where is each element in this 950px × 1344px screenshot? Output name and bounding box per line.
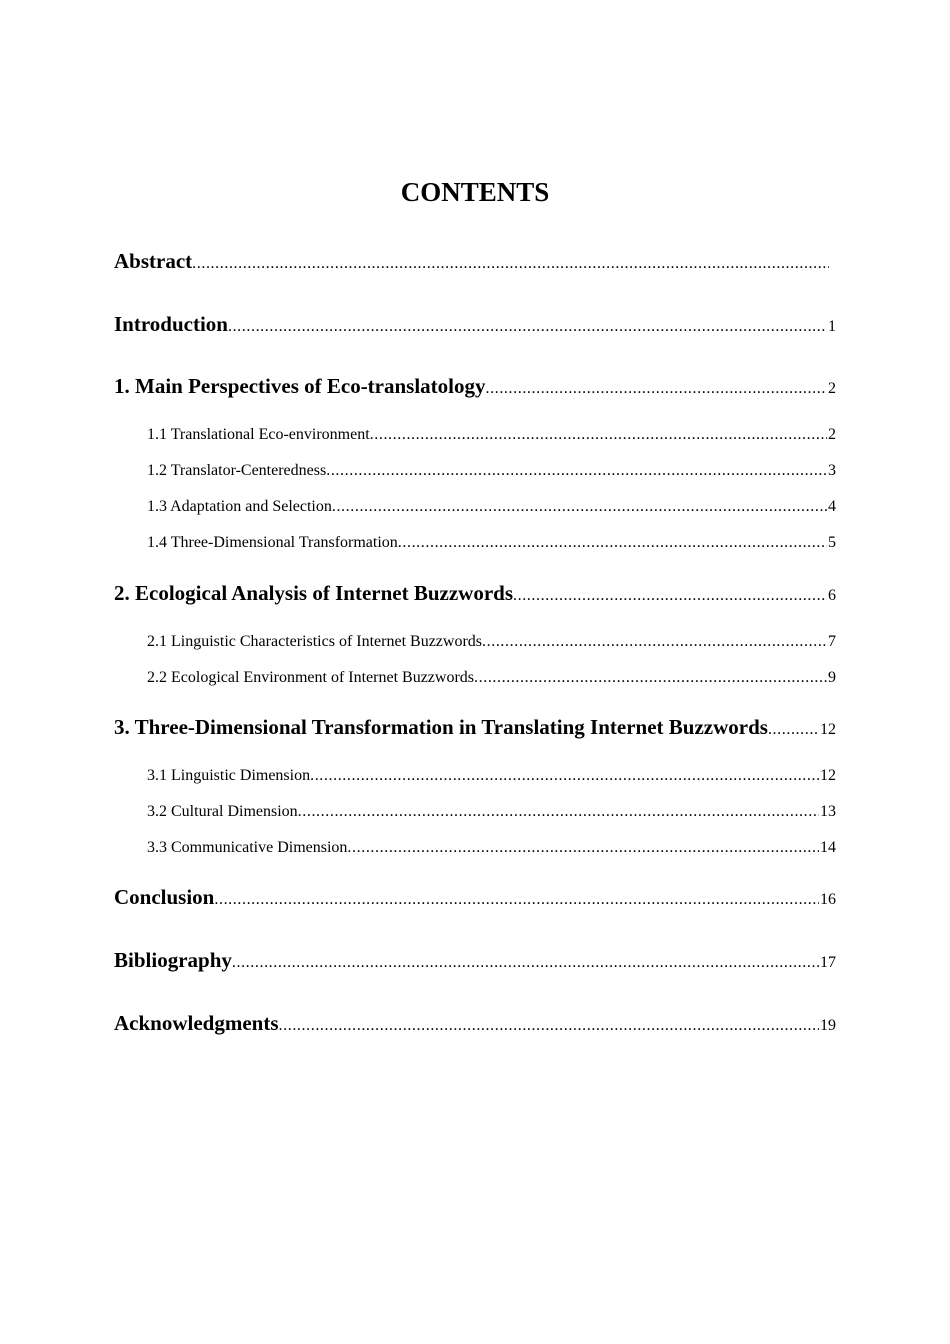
toc-entry-label: 1.1 Translational Eco-environment <box>147 426 370 443</box>
toc-entry-page: 3 <box>828 462 836 479</box>
toc-leader-dots <box>298 801 819 823</box>
toc-entry-chapter-3[interactable] <box>114 713 836 741</box>
toc-leader-dots <box>768 716 819 744</box>
toc-entry-label: 2. Ecological Analysis of Internet Buzzwords <box>114 581 513 605</box>
toc-entry-abstract[interactable] <box>114 247 836 275</box>
toc-entry-page: 1 <box>828 318 836 335</box>
toc-leader-dots <box>232 949 819 977</box>
toc-entry-conclusion[interactable] <box>114 883 836 911</box>
toc-entry-page: 17 <box>820 954 836 971</box>
toc-entry-page: 2 <box>828 380 836 397</box>
toc-leader-dots <box>474 667 827 689</box>
toc-entry-label: 1. Main Perspectives of Eco-translatology <box>114 374 486 398</box>
toc-entry-label: Conclusion <box>114 885 215 909</box>
toc-entry-label: Bibliography <box>114 948 232 972</box>
toc-leader-dots <box>332 496 827 518</box>
toc-entry-label: 1.2 Translator-Centeredness <box>147 462 327 479</box>
toc-entry-label: 3.3 Communicative Dimension <box>147 839 348 856</box>
toc-leader-dots <box>214 886 819 914</box>
toc-entry-label: 1.4 Three-Dimensional Transformation <box>147 534 398 551</box>
toc-leader-dots <box>310 765 819 787</box>
toc-entry-page: 9 <box>828 669 836 686</box>
toc-entry-label: 3. Three-Dimensional Transformation in Translating Internet Buzzwords <box>114 715 768 739</box>
toc-entry-label: 2.1 Linguistic Characteristics of Internet Buzzwords <box>147 633 483 650</box>
toc-entry-page: 4 <box>828 498 836 515</box>
toc-entry-page: 12 <box>820 767 836 784</box>
toc-entry-chapter-1[interactable] <box>114 372 836 400</box>
toc-entry-section-1-1[interactable] <box>147 424 836 446</box>
toc-entry-label: 3.2 Cultural Dimension <box>147 803 298 820</box>
toc-entry-section-3-3[interactable] <box>147 837 836 859</box>
toc-entry-label: 2.2 Ecological Environment of Internet Buzzwords <box>147 669 475 686</box>
toc-entry-section-1-3[interactable] <box>147 496 836 518</box>
toc-entry-acknowledgments[interactable] <box>114 1009 836 1037</box>
toc-entry-label: Acknowledgments <box>114 1011 279 1035</box>
toc-leader-dots <box>228 313 827 341</box>
toc-leader-dots <box>347 837 819 859</box>
toc-entry-section-1-2[interactable] <box>147 460 836 482</box>
toc-entry-section-3-2[interactable] <box>147 801 836 823</box>
toc-leader-dots <box>279 1012 819 1040</box>
toc-leader-dots <box>482 631 827 653</box>
toc-entry-label: 3.1 Linguistic Dimension <box>147 767 311 784</box>
toc-entry-page: 5 <box>828 534 836 551</box>
toc-entry-page: 7 <box>828 633 836 650</box>
toc-entry-section-2-2[interactable] <box>147 667 836 689</box>
toc-leader-dots <box>370 424 827 446</box>
toc-entry-section-2-1[interactable] <box>147 631 836 653</box>
toc-leader-dots <box>513 582 827 610</box>
toc-leader-dots <box>326 460 827 482</box>
toc-entry-label: Abstract <box>114 249 193 273</box>
toc-entry-label: Introduction <box>114 312 228 336</box>
toc-title: CONTENTS <box>400 177 550 207</box>
toc-entry-section-3-1[interactable] <box>147 765 836 787</box>
toc-entry-introduction[interactable] <box>114 310 836 338</box>
toc-entry-page: 19 <box>820 1017 836 1034</box>
toc-entry-bibliography[interactable] <box>114 946 836 974</box>
toc-entry-page: 2 <box>828 426 836 443</box>
toc-leader-dots <box>398 532 827 554</box>
toc-entry-section-1-4[interactable] <box>147 532 836 554</box>
toc-entry-page: 12 <box>820 721 836 738</box>
toc-leader-dots <box>486 375 827 403</box>
toc-entry-page: 13 <box>820 803 836 820</box>
toc-entry-label: 1.3 Adaptation and Selection <box>147 498 332 515</box>
toc-entry-page: 16 <box>820 891 836 908</box>
toc-leader-dots <box>192 250 829 278</box>
toc-entry-page: 14 <box>820 839 836 856</box>
toc-entry-page: 6 <box>828 587 836 604</box>
toc-entry-chapter-2[interactable] <box>114 579 836 607</box>
